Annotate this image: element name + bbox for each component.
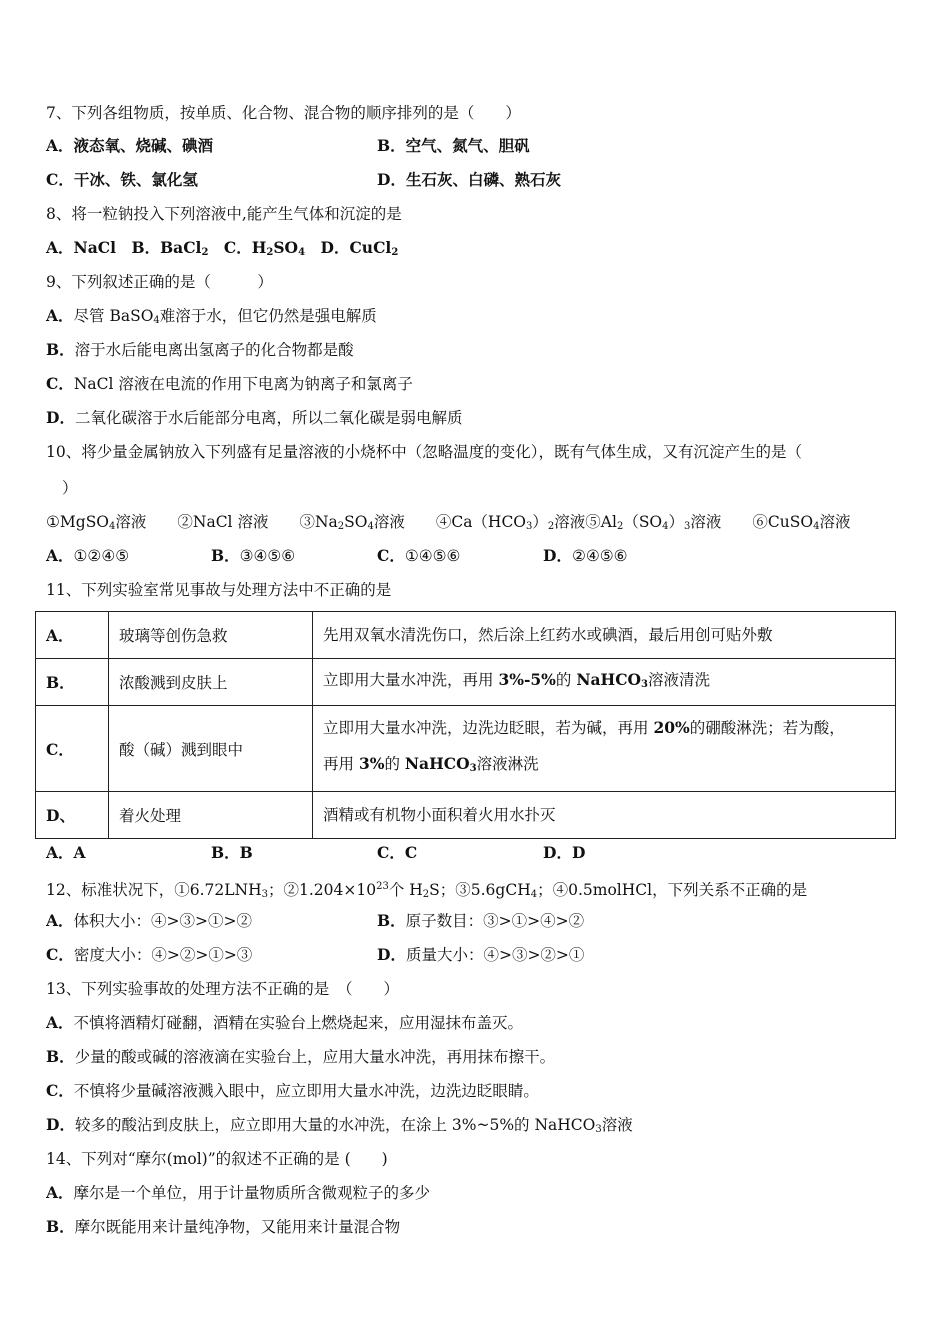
q8-stem: 8、将一粒钠投入下列溶液中,能产生气体和沉淀的是 <box>46 205 402 223</box>
row-key: C． <box>36 706 109 792</box>
q12-option-b: B．原子数目：③>①>④>② <box>377 911 585 930</box>
q12-option-d: D．质量大小：④>③>②>① <box>377 945 585 964</box>
q11-stem: 11、下列实验室常见事故与处理方法中不正确的是 <box>46 581 392 599</box>
row-method: 立即用大量水冲洗，边洗边眨眼，若为碱，再用 20%的硼酸淋洗；若为酸， 再用 3%的 NaHCO$_3$溶液淋洗 <box>313 706 896 792</box>
q14-stem: 14、下列对“摩尔(mol)”的叙述不正确的是 ( ) <box>46 1150 388 1168</box>
row-accident: 浓酸溅到皮肤上 <box>109 659 313 706</box>
q10-stem-line1: 10、将少量金属钠放入下列盛有足量溶液的小烧杯中（忽略温度的变化），既有气体生成，又有沉淀产生的是（ <box>46 443 802 461</box>
q7-option-b: B．空气、氮气、胆矾 <box>377 136 530 155</box>
q11-option-c: C．C <box>377 843 418 862</box>
q13-stem: 13、下列实验事故的处理方法不正确的是 （ ） <box>46 980 399 998</box>
row-key: D、 <box>36 792 109 839</box>
q10-option-d: D．②④⑤⑥ <box>543 546 628 565</box>
q9-option-d: D．二氧化碳溶于水后能部分电离，所以二氧化碳是弱电解质 <box>46 408 463 427</box>
q9-option-b: B．溶于水后能电离出氢离子的化合物都是酸 <box>46 340 354 359</box>
q13-option-d: D．较多的酸沾到皮肤上，应立即用大量的水冲洗，在涂上 3%~5%的 NaHCO$_3$溶液 <box>46 1115 633 1135</box>
table-row <box>36 612 896 659</box>
q11-option-d: D．D <box>543 843 586 862</box>
row-key: B． <box>36 659 109 706</box>
q7-option-c: C．干冰、铁、氯化氢 <box>46 170 198 189</box>
row-method: 立即用大量水冲洗，再用 3%-5%的 NaHCO$_3$溶液清洗 <box>313 659 896 706</box>
q14-option-b: B．摩尔既能用来计量纯净物，又能用来计量混合物 <box>46 1217 401 1236</box>
q10-option-a: A．①②④⑤ <box>46 546 130 565</box>
row-key: A． <box>36 612 109 659</box>
q9-stem: 9、下列叙述正确的是（ ） <box>46 273 273 291</box>
table-row <box>36 706 896 792</box>
q7-option-d: D．生石灰、白磷、熟石灰 <box>377 170 561 189</box>
table-row <box>36 659 896 706</box>
q14-option-a: A．摩尔是一个单位，用于计量物质所含微观粒子的多少 <box>46 1183 431 1202</box>
q10-option-b: B．③④⑤⑥ <box>211 546 296 565</box>
q10-stem-line2: ） <box>62 479 78 497</box>
q8-options: A．NaCl B．BaCl$_2$ C．$H_2SO_4$ D．CuCl$_2$ <box>46 238 399 258</box>
row-accident: 酸（碱）溅到眼中 <box>109 706 313 792</box>
q13-option-b: B．少量的酸或碱的溶液滴在实验台上，应用大量水冲洗，再用抹布擦干。 <box>46 1047 556 1066</box>
q11-option-b: B．B <box>211 843 253 862</box>
q10-option-c: C．①④⑤⑥ <box>377 546 461 565</box>
q12-option-c: C．密度大小：④>②>①>③ <box>46 945 253 964</box>
q13-option-c: C．不慎将少量碱溶液溅入眼中，应立即用大量水冲洗，边洗边眨眼睛。 <box>46 1081 539 1100</box>
row-method: 先用双氧水清洗伤口，然后涂上红药水或碘酒，最后用创可贴外敷 <box>313 612 896 659</box>
q7-stem: 7、下列各组物质，按单质、化合物、混合物的顺序排列的是（ ） <box>46 104 521 122</box>
q10-solutions: ①MgSO$_4$溶液 ②NaCl 溶液 $③Na_2SO_4$溶液 $④Ca(HCO_3)_2$溶液$⑤Al_2(SO_4)_3$溶液 ⑥CuSO$_4$溶液 <box>46 513 851 532</box>
q12-option-a: A．体积大小：④>③>①>② <box>46 911 252 930</box>
q11-table <box>35 611 896 839</box>
q7-option-a: A．液态氧、烧碱、碘酒 <box>46 136 214 155</box>
row-accident: 着火处理 <box>109 792 313 839</box>
table-row <box>36 792 896 839</box>
q11-option-a: A．A <box>46 843 86 862</box>
q12-stem: 12、标准状况下，$①6.72LNH_3$；$②1.204\times 10^{23}$个 $H_2S$；③5.6gCH$_4$；④0.5molHCl，下列关系不正确的是 <box>46 881 808 900</box>
row-accident: 玻璃等创伤急救 <box>109 612 313 659</box>
q9-option-c: C．NaCl 溶液在电流的作用下电离为钠离子和氯离子 <box>46 374 413 393</box>
q13-option-a: A．不慎将酒精灯碰翻，酒精在实验台上燃烧起来，应用湿抹布盖灭。 <box>46 1013 524 1032</box>
q9-option-a: A．尽管 BaSO$_4$难溶于水，但它仍然是强电解质 <box>46 306 377 326</box>
row-method: 酒精或有机物小面积着火用水扑灭 <box>313 792 896 839</box>
